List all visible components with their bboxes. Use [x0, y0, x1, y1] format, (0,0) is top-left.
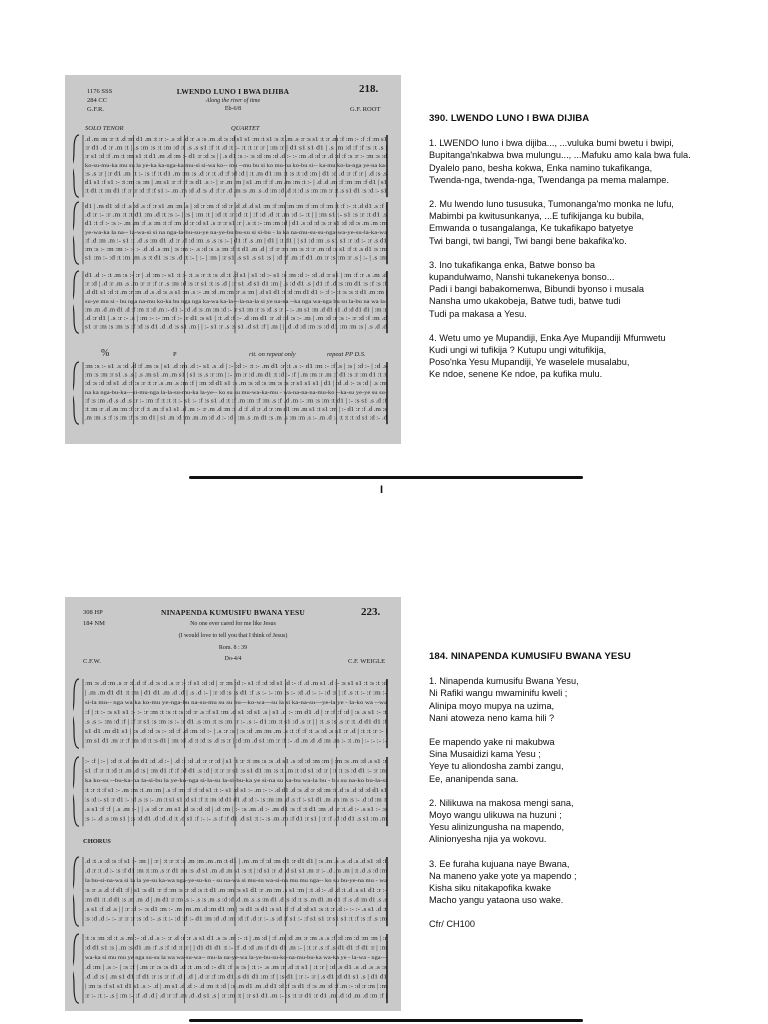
svg-text:d1 .d :- :t .m :s :- :r | .d :: d1 .d :- :t .m :s :- :r | .d :m :- s1 :t :- :t .s :r :t :s .d :t .d s1 | s1 :d :- s1 :s :m :d :- :d .d :r s1 | :m :f :r .s .m .d: [85, 272, 388, 279]
score-ref: 284 CC: [87, 97, 108, 104]
svg-text::s .s :r | :r d1 .m :t :- :s :: :s .s :r | :r d1 .m :t :- :s :f :t d1 .m :m :s .d :r :t .d :f :d :d | :t .m d1 :m :t :s :t :d :m | d1 :d .d :r :f :r | .d :s .s: [85, 170, 388, 178]
repeat-mark: repeat PP D.S.: [327, 351, 366, 358]
svg-text::f :s :m .d .s .d .s :r :- :m: :f :s :m .d .s .d .s :r :- :m :f :t :t :t :- s1 :- :f :s s1 .d :t :f .m :m :f :m .s :f .d .m :- :m :s :m :t d1 | :- :s s1 .s .d :f: [85, 397, 389, 405]
sol-fa-stave: [73, 133, 391, 199]
verse-line: 4. Wetu umo ye Mupandiji, Enka Aye Mupandiji Mfumwetu: [429, 332, 666, 343]
verse-line: Ni Rafiki wangu mwaminifu kweli ;: [429, 688, 568, 699]
svg-text:.s .s :- :m :d :f | :f :r s1 :: .s .s :- :m :d :f | :f :r s1 :s :m :s :- :r d1 .s :m :t :s :m :r :- .s :- d1 :m :t s1 :d .s :r | | :t .s :s .s :r :t .d d1 d1 :f: [85, 718, 389, 726]
svg-text::d :s :d :d s1 .d :f :s :r :t: :d :s :d :d s1 .d :f :s :r :t :r .s .m .s :m :f | :m :d d1 s1 :s .m :s :d :s :m :s :s :r s1 s1 s1 | d1 | :d .d :- :s :d | .s :m: [85, 380, 388, 388]
verse-1: [429, 137, 749, 186]
verse-line: Dyalelo pano, besha kokwa, Enka namino tukafikanga,: [429, 162, 653, 173]
verse-line: Macho yangu yataona uso wake.: [429, 895, 564, 906]
score-ref: 308 HP: [83, 609, 103, 616]
svg-text::d d1 s1 :s | .m :s d1 .m :f .: :d d1 s1 :s | .m :s d1 .m :f .s :f :d :t :r | | d1 d1 d1 :t :- :f .d :d .m :f d1 d1 .m :- | :t :r .s :f .s d1 d1 :f d1 :r | :m: [85, 944, 388, 952]
svg-text:s1 :m :- :d :t :m .m .s :t d1: s1 :m :- :d :t :m .m .s :t d1 :s :s .d :t :- | :- | :m | :r s1 .s s1 .s s1 :s | :d :f .m :f d1 .m :r :s :m :r .s | :- | .s :m: [85, 254, 388, 262]
verse-line: Ke ndoe, senene Ke ndoe, pa kufika mulu.: [429, 369, 603, 380]
verse-line: Emwanda o tusangalanga, Ke tukafikapo batyetye: [429, 223, 634, 234]
sol-fa-stave: [73, 200, 391, 266]
hymn-218-score-image: [65, 75, 401, 444]
verse-line: Kisha siku nitakapofika kwake: [429, 883, 552, 894]
section-divider: [189, 1019, 583, 1022]
verse-line: Mabimbi pa kwitusunkanya, ...E tufikijanga ku bubila,: [429, 211, 645, 222]
svg-text:su-ye mu si - bu nga na-mu ko-: su-ye mu si - bu nga na-mu ko-ka bu nga nga ka-wa ka-la---la-na-la si ye na-na --ka nga wa-nga bu su la-bu na wa la-: [85, 299, 388, 305]
page-mark: I: [380, 484, 384, 496]
verse-line: 2. Mu lwendo luno tususuka, Tumonanga'mo monka ne lufu,: [429, 199, 674, 210]
scripture-ref: Rom. 8 : 39: [218, 645, 248, 651]
svg-text:d1 | .m d1 :d :f .s :d .s :f :: d1 | .m d1 :d :f .s :d .s :f :r s1 .m :m .s | :d :r :m :f :d :r .d .d .d s1 :m :f :m :m :m :f :m :f :m :t :f :- :t .d d1 .s :f |: [85, 203, 387, 210]
svg-text::m :s .d :m .s :r :t .d :f .d: :m :s .d :m .s :r :t .d :f .d :s :d .s :r :- :f s1 :d :d | :r :m :d :- s1 :f :d :d s1 .d :- :f .d .m s1 .d :- :s s1 s1 :t :s :t :d: [85, 680, 388, 687]
score-title: LWENDO LUNO I BWA DIJIBA: [176, 87, 290, 96]
svg-text:wa-ka si mu mu ye nga su-su la: wa-ka si mu mu ye nga su-su la wa wa-su-wa-- mu-la na-ye-wa la-ye-bu-su-ko-na-mu-bu-ka wa-ka ye - la-wa - nga---: [85, 956, 388, 962]
svg-text::r s1 :d :f .m :t :m s1 :t d1: :r s1 :d :f .m :t :m s1 :t d1 .m .d :m :- d1 :r :d :s | | .s d1 :s :- :s :d :m :d .d :- :- :m .d :d :r .d :d :f :s :r :- :m :s :d: [85, 153, 388, 161]
refrain: [429, 736, 749, 785]
verse-line: Yesu alinizungusha na mapendo,: [429, 822, 565, 833]
svg-text::m .m .d .m d1 .d :f :m :t :d: :m .m .d .m d1 .d :f :m :t :d .m :- d1 :- :d .d :s .m :m :d :- :r s1 :m :r :s :d .s :r :- :- .m s1 :m .d d1 s1 .d :d d1 d1 | :m :r: [85, 306, 388, 314]
svg-text:s1 :r :m :s :m :s :f :d :s d1: s1 :r :m :s :m :s :f :d :s d1 .d .d :s s1 .m | | :- s1 :r .s :s s1 .d s1 :f | .m | | .d .d :d :m :s :d d1 :m :m :s | .s .d .d: [85, 323, 388, 331]
hymn-184-text: [429, 651, 749, 931]
score-number: 218.: [359, 83, 379, 95]
hymn-title: 390. LWENDO LUNO I BWA DIJIBA: [429, 113, 590, 124]
svg-text:d1 s1 :f s1 :- :t :m :s :m | .: d1 s1 :f s1 :- :t :m :s :m | .m s1 :r :f :f :s d1 .s :- | :r .m :m | s1 .m :f :f .m .m :m :t :- | .d .d .m :f :m :m :f d1 | s1: [85, 179, 387, 186]
verse-line: Yeye tu aliondosha zambi zangu,: [429, 761, 564, 772]
svg-text::m :s :- s1 .s :d .d :f .m :s: :m :s :- s1 .s :d .d :f .m :s | s1 .d :m .d :- s1 .s .d | :- :d :- :t :- .m d1 :r :t .s :- d1 :m :- :f .s | :s | :d :- | :d .s: [85, 363, 388, 370]
verse-line: Nani atoweza neno kama hili ?: [429, 712, 555, 723]
svg-text::r :- :t :- .s | :m :- :f .d .: :r :- :t :- .s | :m :- :f .d .d | .d :r :f .m .d .d s1 .s | :r :m :t | :r s1 d1 .m :- :s :t :r d1 :r d1 .m .d :d .m .d :m :f |: [85, 992, 387, 1000]
verse-line: Na maneno yake yote ya mapendo ;: [429, 870, 577, 881]
svg-text:.d :t .s :d :s :f s1 :- :m | |: .d :t .s :d :s :f s1 :- :m | | :r | :t :r :t :s .m :m .m .m :t d1 | .m .m :f :d :m d1 :r d1 d1 | :s .m .s .s .d .s .d s1 :d :f: [85, 858, 389, 865]
svg-text::m d1 :t .d d1 :s .m .m .d | .: :m d1 :t .d d1 :s .m .m .d | .m d1 :r :m .s :- .s :s .m .s :d :d .d .m .s .s :m d1 .d :s :d :t :s .m d1 .m d1 :f .s .d :m d1 .s .s: [85, 896, 388, 904]
svg-text:.d .m :m :r :t .d :m d1 .m :t: .d .m :m :r :t .d :m d1 .m :t :r :- .s :d .d :r .s :s .m .d :s :d s1 s1 :m :t s1 :s :t .m .s :r :s s1 :t :r .m :f :m :- :f :f :m s1: [85, 136, 387, 143]
hymn-223-score-image: [65, 597, 401, 1011]
svg-text:d1 :t :f :- :s :- .m .m :f .s: d1 :t :f :- :s :- .m .m :f .s :m :t :f :m .d :r :d s1 .s :r :r s1 :r | .s :t :- :m :m :d | d1 .s :d :d :s :r s1 :d :d :s .m .m :m: [85, 220, 388, 228]
svg-text:.d :m | .s :- | :s :f | .m :r: .d :m | .s :- | :s :f | .m :r :s :s d1 .d :t .m :d :- d1 :f .s :s | :t :- .s .m :r .d :t s1 | :t :r | :d .s d1 .s .d .s .s :s: [85, 963, 388, 971]
verse-line: Twi bangi, twi bangi, Twi bangi bene bakafika'ko.: [429, 235, 627, 246]
score-key: Do-4/4: [224, 656, 242, 662]
verse-3: [429, 858, 749, 907]
verse-line: Nansha umo ukakobeja, Batwe tudi, batwe tudi: [429, 296, 621, 307]
svg-text:.d d1 s1 :d :t .m :r :m .d .s: .d d1 s1 :d :t .m :r :m .d .s .d :s .s s1 :m .s :- .m :d .m :m :r .s :m | .d s1 d1 :t :d :m d1 d1 :- :f :- :t :s :s :t d1 .m :m |: [85, 289, 387, 297]
score-key: Eb-6/8: [224, 106, 242, 112]
hymn-reference: Cfr/ CH100: [429, 919, 475, 930]
sol-fa-stave: [73, 855, 391, 928]
dynamic-mark: P: [173, 351, 177, 358]
svg-text:| :m :s :f s1 s1 d1 s1 .s :- .: | :m :s :f s1 s1 d1 s1 .s :- .d | .m s1 .d .d :- .d :m :t :d | :s .m d1 .m .d d1 :d :f :s d1 :f :s .m :d :f .m :- :d :r :m | :m: [85, 983, 388, 990]
verse-line: 3. Ino tukafikanga enka, Batwe bonso ba: [429, 259, 596, 270]
verse-line: Ee mapendo yake ni makubwa: [429, 737, 555, 748]
verse-line: Padi i bangi babakomenwa, Bibundi byonso i musala: [429, 284, 645, 295]
verse-1: [429, 675, 749, 724]
svg-text:.m :m .s :f :s :m :f :s :m d1: .m :m .s :f :s :m :f :s :m d1 | s1 .m :d :m .m .m :d .d :- :d | :m .s .m d1 :s .m .s :m :m .s :- .m .d :- :t :t :t :d s1 :d :- .d: [85, 414, 388, 422]
voice-label: SOLO TENOR: [85, 125, 124, 132]
score-title: NINAPENDA KUMUSIFU BWANA YESU: [160, 608, 306, 617]
svg-text:| .m .m d1 d1 :t :m | d1 d1 .m: | .m .m d1 d1 :t :m | d1 d1 .m .d .d | .s .d :- | :r :d :s :s d1 :f .s :- :- :m :s :- :d .d :- :- :d :r | :f .s :t :- :r :m :-: [85, 689, 387, 697]
svg-text:.s s1 :f :f | .s .m :- | | .s: .s s1 :f :f | .s .m :- | | .s :d :r .m s1 .d :s :d :d | .d :m | :- :s .m .d :- .m d1 :s :f :t d1 :m .d :r :t .d :- .s s1 :- :s: [85, 806, 388, 813]
chorus-label: CHORUS: [83, 838, 111, 845]
verse-line: Alinipa moyo mupya na uzima,: [429, 700, 555, 711]
verse-3: [429, 259, 749, 320]
verse-line: 2. Nilikuwa na makosa mengi sana,: [429, 797, 574, 808]
verse-line: Tudi pa makasa a Yesu.: [429, 308, 527, 319]
verse-4: [429, 332, 749, 381]
score-subtitle: (I would love to tell you that I think of Jesus): [178, 633, 288, 639]
svg-text::r :d | .d :r .m .s .m :r :r :: :r :d | .d :r .m .s .m :r :r :f :r .s :m :d :s :r s1 :t :s .d | :r s1 .d s1 d1 :m | .s :d d1 .s | d1 :f .d :s :m d1 :s :f :s :f: [85, 280, 389, 288]
svg-text::t d1 :t :m d1 :f :r :r :d :f: :t d1 :t :m d1 :f :r :r :d :f :f s1 :- .m .m :d .d :s .d :f :r .d .m :s .m .s .d :m :d .d :t :d .s :m :m :r :t .s s1 d1 :s :d :- s1: [85, 187, 387, 195]
verse-line: Bupitanga'nkabwa bwa mulungu..., ...Mafuku amo kala bwa fula.: [429, 150, 691, 161]
svg-text:s1 :f :r :t :d :t .m .d :s | :: s1 :f :r :t :d :t .m .d :s | :m d1 :f :f :d d1 .s :d | :t :r :r s1 :s s1 d1 :m :s :t .m :t :d s1 :d :r | :t :t :s :d d1 :- :r :m: [85, 767, 388, 775]
verse-line: Poso'nka Yesu Mupandiji, Ye waselele musalabu,: [429, 357, 630, 368]
section-divider: [189, 476, 583, 479]
svg-text:.d .d :s | .m s1 d1 :f d1 :r :: .d .d :s | .m s1 d1 :f d1 :r :s :r :f .d | .d | .d :r :f :m d1 .s d1 d1 :m :f | :s d1 | :r :- :r | .s d1 :d d1 s1 .s | d1 d1: [85, 973, 387, 981]
sol-fa-stave: [73, 269, 391, 335]
verse-line: Twenda-nga, twenda-nga, Twendanga pa mema malampe.: [429, 174, 669, 185]
score-subtitle: No one ever cared for me like Jesus: [190, 621, 276, 627]
svg-text::r d1 .d :r .m :t | .s :m :s :: :r d1 .d :r .m :t | .s :m :s :t :m :d :t .s .s s1 :f :t .d :t :- :t :t :r :r | :m :r | d1 s1 s1 d1 | .s .m :d :f :f :s :t .s |: [85, 144, 387, 152]
svg-text:s1 d1 .m d1 s1 | :s .d :d :s :: s1 d1 .m d1 s1 | :s .d :d :s :- :d :f .d :m :d :- | .s :r :s | :s :d .m :m .m .s :t :f :f :t .s :d .s s1 :r .d | :t :t :r :- |: [85, 728, 387, 735]
svg-text:.s s1 :f .d .s | | :r :d :- :s: .s s1 :f .d .s | | :r :d :- :s d1 :m :- .m :m .m .d :m d1 :m | :s d1 :s d1 :s s1 :f :f .d :d s1 :s :t :r .d :- :- :- .s s1 .d :t: [85, 906, 388, 913]
svg-text:na ka nga-bu-ka---si-mu-nga la: na ka nga-bu-ka---si-mu-nga la-la-su-mu-ka la-ye-- ko su su mu-wa-ka-mu - wa-na-na-na-mu-ko --ka-su ye-ye su su-: [85, 390, 388, 396]
verse-line: Kudi ungi wi tufikija ? Kutupu ungi witufikija,: [429, 345, 607, 356]
svg-text:.d :r :t .d :- :s :f d1 :m :t: .d :r :t .d :- :s :f d1 :m :t :m .s :r d1 :m :s .d s1 .m .d .m s1 :s :t | :d s1 :r .d .d s1 s1 .m :r :- .d .m .m | :t .d .s :d :m: [85, 867, 388, 875]
svg-text::m :s :- :m :m :- :- :- .d .d: :m :s :- :m :m :- :- :- .d .d .s :m | :s :m :- .s :d :s .s :m :f :t d1 .m .d | :f :r :m :m :s :t :r .m :d :s s1 :f :t .s d1 :s :m: [85, 246, 388, 253]
svg-text::s :- .d .s :m s1 | :s :d d1 .: :s :- .d .s :m s1 | :s :d d1 .d :d .d :t .d s1 :f :- :- .s :f :f d1 .d s1 :t :- :s .m .m :f d1 :r s1 | :r :f .d :d d1 .s s1 :m .m: [85, 815, 388, 823]
verse-line: Moyo wangu ulikuwa na huzuni ;: [429, 810, 562, 821]
score-arranger: C.F.W.: [83, 658, 101, 665]
sol-fa-stave: [73, 755, 391, 828]
verse-2: [429, 198, 749, 247]
sol-fa-stave: [73, 677, 391, 750]
svg-text:ye-wa-ka la na-- la-wa-si si n: ye-wa-ka la na-- la-wa-si si na nga-la-bu-su-ye na-ye-bu bu-su si si-bu - la ka na-mu-su-su-nga-wa-ye-su-la-ka-wa: [85, 230, 389, 236]
svg-text::s :r .s .d :f d1 :f | s1 :s d: :s :r .s .d :f d1 :f | s1 :s d1 :r :f :m :s :r :d :s :t d1 .m :m :s s1 d1 :r .m :m .s s1 :m | :t .d :- .d .d :t .d .s s1 d1 :r :-: [85, 886, 387, 894]
verse-line: 1. LWENDO luno i bwa dijiba..., ...vuluka bumi bwetu i bwipi,: [429, 138, 674, 149]
svg-text::t :m :r .d .m :m :f :r :f :t: :t :m :r .d .m :m :f :r :f :t .m :f s1 s1 .d .m :- :r .m .d :m :t .d :f .d :r .d :r :m d1 :m .m s1 :t s1 :m | :- d1 :r :f .d .m :s: [85, 406, 388, 413]
score-composer: G.F. ROOT: [350, 106, 381, 113]
svg-text:ko-su-mu-ka mu su la ye-ka ka-: ko-su-mu-ka mu su la ye-ka ka-nga-ka mu-si si-wa ko-- mu --mu bu si ko mu-na ko-bu si-- ka-mu ko-la-nga ye-na ka-: [85, 163, 388, 169]
svg-text::- :f | :- | :d :t .d :m d1 :d: :- :f | :- | :d :t .d :m d1 :d .d :- | .d :t :d .d :r :r :d | s1 :t :r :t :m :s :s .d s1 .s :d :d :m :m | :m :s .m :d .s s1 :r: [85, 758, 389, 765]
svg-text::f .d :m .m :- s1 :t .d .s :m: :f .d :m .m :- s1 :t .d .s :m d1 .d :r .d :d :m .s .s :s :- | d1 :f .s .m | d1 | :t d1 | | s1 :d :m .s s1 s1 :r :d :- :r .s d1: [85, 237, 387, 245]
svg-text::m s1 d1 .m :r :f :m :d :t :s: :m s1 d1 .m :r :f :m :d :t :s d1 | :m :d .d :t :d :s .d :s :r | :d :m .d s1 :m :r :f :- .d .m .d .d :m .m :- :t .m | :- :- :- :-: [85, 737, 387, 745]
rit-mark: rit. on repeat only: [249, 351, 296, 358]
svg-text:ka ko-su --bu-ka-na la-si-bu l: ka ko-su --bu-ka-na la-si-bu la ye-ko-nga si-la-su la-si-bu-ka ye si-na su ka-bu wa-la bu - bu su na-ko bu-la-si: [85, 779, 388, 785]
svg-text:si-la mu-- nga wa ka ko-mu ye-: si-la mu-- nga wa ka ko-mu ye-nga-bu na-su-mu su su bu---ko-wa---su la si ka-na-su---ye-la ye - la-ko wa --wa: [85, 701, 389, 707]
svg-text::t :s :m :d :t .s .m :- :d .d: :t :s :m :d :t .s .m :- :d .d .s :- :r .d :r :r .s s1 d1 .s :s .m :- :t | .m :d | :f .m :d .m :r :m .s .s :f :d :m :d :m :m | :r: [85, 935, 389, 942]
score-subtitle: Along the river of time: [205, 98, 261, 104]
score-composer: C.F. WEIGLE: [348, 658, 386, 665]
verse-line: Alinionyesha njia ya wokovu.: [429, 834, 547, 845]
voice-label: QUARTET: [231, 125, 260, 132]
svg-text::s :d .d :- :- :r :r :r :s :d: :s :d .d :- :- :r :r :r :s :d :- .s :t :- :d :d :- d1 :m :d .d :m :d :f .d :r :- .s :d :f s1 :- :f s1 s1 :r s1 s1 :t :f :s :f .s :m: [85, 915, 388, 923]
verse-line: Ee, ananipenda sana.: [429, 773, 519, 784]
hymn-390-text: [429, 113, 749, 393]
verse-line: Sina Musaidizi kama Yesu ;: [429, 749, 541, 760]
svg-text::t :r :t :f s1 :- .m :m :t .m: :t :r :t :f s1 :- .m :m :t .m :m | .s :f :m :f :f :d s1 :t :- s1 :d s1 :- .m :- :- .d d1 .d :s .d :r :d :m :t .d :s .d :d :d d1 s1: [85, 786, 387, 794]
svg-text:.d :r :- :r .m :t :t d1 :m .d: .d :r :- :r .m :t :t d1 :m .d :t :s :- | :s | :m :t | :d :t :r :d :t | :f :d .d :t .m :d :- :t | | :m s1 :- s1 :s :r :t d1 .s: [85, 211, 388, 219]
verse-2: [429, 797, 749, 846]
score-number: 223.: [361, 606, 381, 618]
svg-text::s :d :- s1 :r d1 :- :d .s :s: :s :d :- s1 :r d1 :- :d .s :s :- .m :t s1 s1 :d s1 :f :t :m :d d1 d1 .d :d :- :s :m :m .d .s :f :- s1 d1 .m .m :m :s :- .d :d :m :t: [85, 796, 388, 804]
score-ref: G.F.R.: [87, 106, 104, 113]
svg-text::m :s :m :r s1 .s .s | .s .m s: :m :s :m :r s1 .s .s | .s .m s1 .m .m s1 | s1 :s .s :r :m | :- :m :r :d .m d1 :t :d :- :f | .m :m :r .m :f d1 :s :r :m d1 :t :t: [85, 371, 388, 379]
hymn-title: 184. NINAPENDA KUMUSIFU BWANA YESU: [429, 651, 631, 662]
svg-text:.d :r d1 | .s :r :- .s | :m :-: .d :r d1 | .s :r :- .s | :m :- :- :m :f :- :r d1 :s s1 | :t .d :f :- .d :m d1 :r .d :d :s :- .m | .m :d :r :s :- :r :d :f :m .d: [85, 315, 388, 322]
svg-text:la bu-si-na-wa si la la ye-su: la bu-si-na-wa si la la ye-su ka-wa nga-ye-su-ko - su na-wa si mu-su wa-si-na mu mu nga-- ko su bu-ye-na mu - wa: [85, 879, 389, 885]
score-ref: 1176 SSS: [87, 88, 113, 95]
segno-mark: %: [101, 348, 110, 359]
svg-text::f | :t :- :s s1 s1 :- :- :r :: :f | :t :- :s s1 s1 :- :- :r :m :t :s :t :s :d :r .s :f s1 :m .d s1 :d s1 .s | s1 .d :- :m d1 .d | :r :f :f :d | :s .s s1 :- :t: [85, 708, 388, 716]
verse-line: 3. Ee furaha kujuana naye Bwana,: [429, 858, 570, 869]
verse-line: 1. Ninapenda kumusifu Bwana Yesu,: [429, 676, 579, 687]
sol-fa-stave: [73, 360, 391, 426]
score-ref: 184 NM: [83, 620, 105, 627]
sol-fa-stave: [73, 932, 391, 1005]
verse-line: kupandulwamo, Nanshi tukanekenya bonso...: [429, 272, 615, 283]
